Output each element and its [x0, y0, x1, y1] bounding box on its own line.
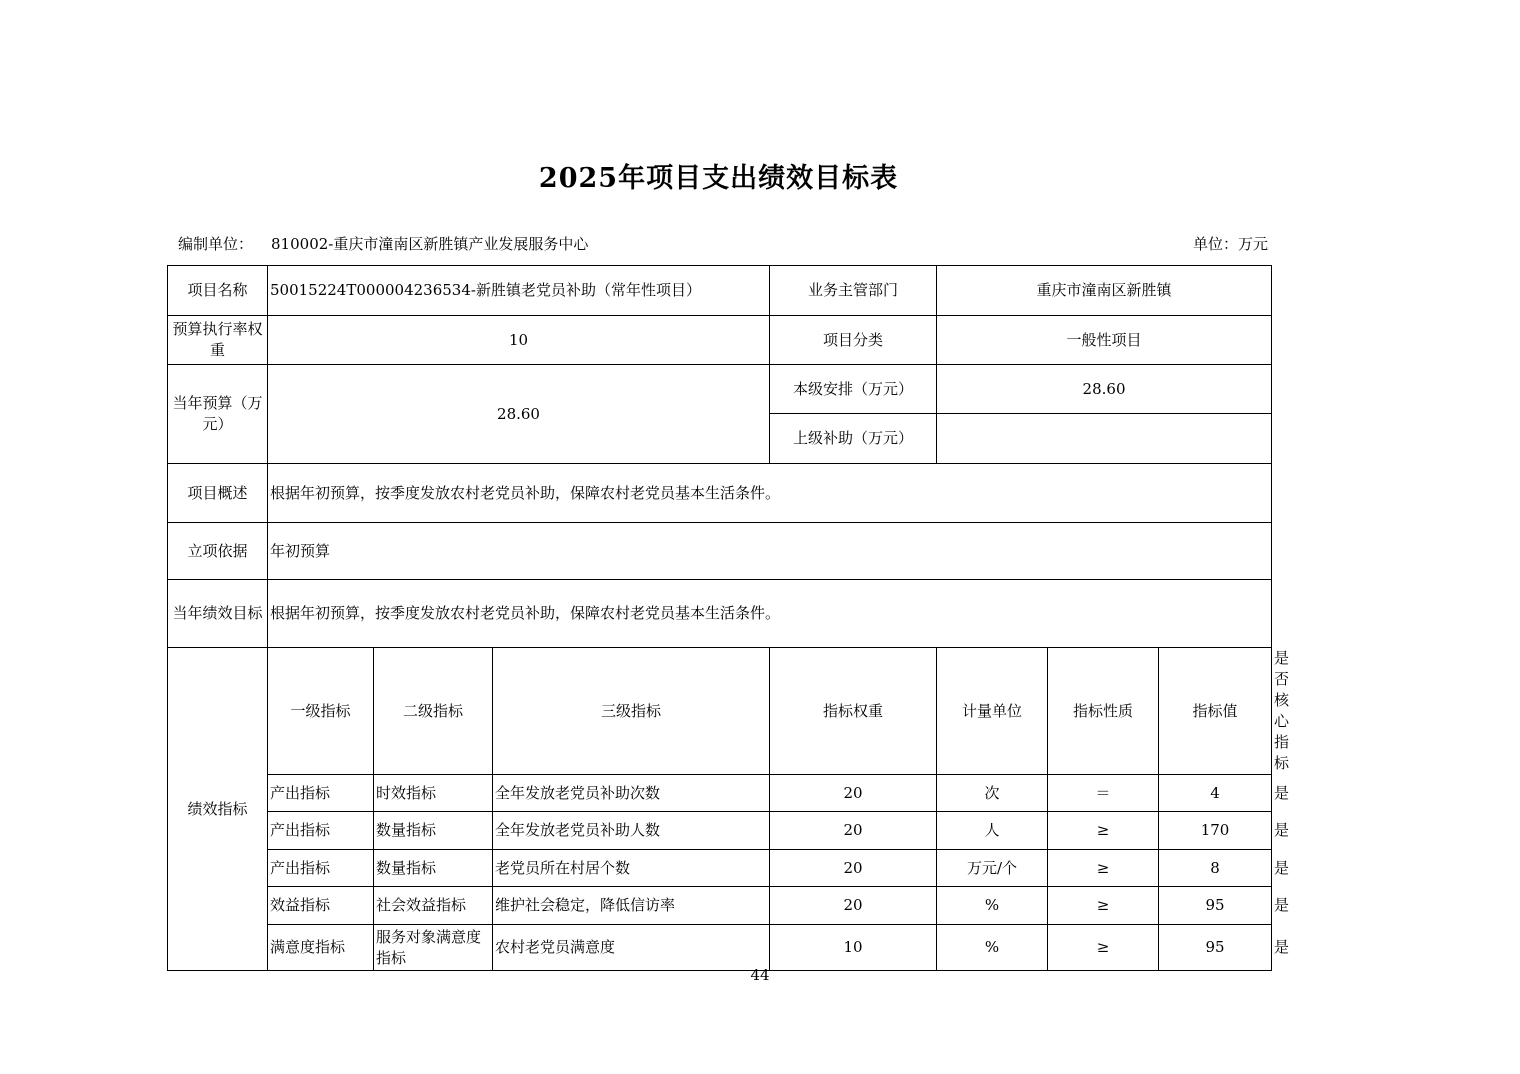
project-overview-value: 根据年初预算，按季度发放农村老党员补助，保障农村老党员基本生活条件。	[268, 464, 1272, 523]
indicator-header: 二级指标	[374, 648, 493, 775]
level3-cell: 老党员所在村居个数	[493, 850, 770, 887]
project-basis-value: 年初预算	[268, 523, 1272, 580]
project-overview-label: 项目概述	[168, 464, 268, 523]
project-name-label: 项目名称	[168, 266, 268, 316]
nature-cell: ≥	[1048, 887, 1159, 925]
nature-cell: ≥	[1048, 925, 1159, 971]
table-row: 产出指标 数量指标 老党员所在村居个数 20 万元/个 ≥ 8 是	[168, 850, 1272, 887]
indicator-header: 一级指标	[268, 648, 374, 775]
weight-cell: 20	[770, 850, 937, 887]
level1-cell: 产出指标	[268, 850, 374, 887]
indicator-header: 计量单位	[937, 648, 1048, 775]
value-cell: 8	[1159, 850, 1272, 887]
table-row: 效益指标 社会效益指标 维护社会稳定，降低信访率 20 % ≥ 95 是	[168, 887, 1272, 925]
indicator-header: 指标权重	[770, 648, 937, 775]
table-row: 满意度指标 服务对象满意度指标 农村老党员满意度 10 % ≥ 95 是	[168, 925, 1272, 971]
level2-cell: 数量指标	[374, 812, 493, 850]
project-category-label: 项目分类	[770, 316, 937, 365]
indicator-header: 三级指标	[493, 648, 770, 775]
project-basis-label: 立项依据	[168, 523, 268, 580]
level3-cell: 农村老党员满意度	[493, 925, 770, 971]
value-cell: 95	[1159, 887, 1272, 925]
table-row: 产出指标 数量指标 全年发放老党员补助人数 20 人 ≥ 170 是	[168, 812, 1272, 850]
level2-cell: 社会效益指标	[374, 887, 493, 925]
execution-weight-label: 预算执行率权重	[168, 316, 268, 365]
unit-cell: 次	[937, 775, 1048, 812]
level3-cell: 维护社会稳定，降低信访率	[493, 887, 770, 925]
indicator-header: 指标性质	[1048, 648, 1159, 775]
indicator-header: 指标值	[1159, 648, 1272, 775]
level1-cell: 满意度指标	[268, 925, 374, 971]
unit-cell: %	[937, 925, 1048, 971]
weight-cell: 20	[770, 812, 937, 850]
value-cell: 4	[1159, 775, 1272, 812]
value-cell: 95	[1159, 925, 1272, 971]
level1-cell: 产出指标	[268, 775, 374, 812]
currency-unit: 单位：万元	[1192, 235, 1268, 253]
annual-goal-value: 根据年初预算，按季度发放农村老党员补助，保障农村老党员基本生活条件。	[268, 580, 1272, 648]
table-row: 产出指标 时效指标 全年发放老党员补助次数 20 次 ＝ 4 是	[168, 775, 1272, 812]
compiling-unit-value: 810002-重庆市潼南区新胜镇产业发展服务中心	[271, 235, 589, 253]
value-cell: 170	[1159, 812, 1272, 850]
level2-cell: 时效指标	[374, 775, 493, 812]
nature-cell: ≥	[1048, 850, 1159, 887]
page-title: 2025年项目支出绩效目标表	[538, 163, 899, 194]
level1-cell: 效益指标	[268, 887, 374, 925]
annual-budget-label: 当年预算（万元）	[168, 365, 268, 464]
annual-goal-label: 当年绩效目标	[168, 580, 268, 648]
weight-cell: 20	[770, 775, 937, 812]
compiling-unit-label: 编制单位：	[178, 235, 254, 253]
project-name-value: 50015224T000004236534-新胜镇老党员补助（常年性项目）	[268, 266, 770, 316]
level2-cell: 数量指标	[374, 850, 493, 887]
local-allocation-label: 本级安排（万元）	[770, 365, 937, 414]
nature-cell: ＝	[1048, 775, 1159, 812]
project-category-value: 一般性项目	[937, 316, 1272, 365]
performance-table: 项目名称 50015224T000004236534-新胜镇老党员补助（常年性项目） 业务主管部门 重庆市潼南区新胜镇 预算执行率权重 10 项目分类 一般性项目 当年预算（万元） 28.60 本级安排（万元） 28.60 上级补助（万元） 项目概述 根据年初预算，按季度发放农村老党员补助，保障农村老党员基本生活条件。 立项依据 年初预算 当年绩效目标 根据年初预算，按季度发放农村老党员补助，保障农村老党员基本生活条件。 绩效指标 一级指标 二级指标 三级指标 指标权重 计量单位 指标性质 指标值 是否核心指标 产出指标 时效指标 全年发放老党员补助次数 20 次 ＝ 4 是 产出指标 数量指标 全年发放老党员补助人数 20 人 ≥ 170 是 产出指标 数量指标 老党员所在村居个数 20 万元/个 ≥ 8 是 效益指标 社会效益指标 维护社会稳定，降低信访率 20 % ≥ 95 是 满意度指标 服务对象满意度指标 农村老党员满意度 10 % ≥ 95 是	[167, 265, 1272, 971]
local-allocation-value: 28.60	[937, 365, 1272, 414]
weight-cell: 10	[770, 925, 937, 971]
level3-cell: 全年发放老党员补助人数	[493, 812, 770, 850]
department-value: 重庆市潼南区新胜镇	[937, 266, 1272, 316]
level1-cell: 产出指标	[268, 812, 374, 850]
level3-cell: 全年发放老党员补助次数	[493, 775, 770, 812]
execution-weight-value: 10	[268, 316, 770, 365]
weight-cell: 20	[770, 887, 937, 925]
page-number: 44	[750, 966, 770, 984]
indicators-section-label: 绩效指标	[168, 648, 268, 971]
annual-budget-value: 28.60	[268, 365, 770, 464]
unit-cell: %	[937, 887, 1048, 925]
unit-cell: 人	[937, 812, 1048, 850]
level2-cell: 服务对象满意度指标	[374, 925, 493, 971]
upper-subsidy-value	[937, 414, 1272, 464]
nature-cell: ≥	[1048, 812, 1159, 850]
department-label: 业务主管部门	[770, 266, 937, 316]
unit-cell: 万元/个	[937, 850, 1048, 887]
compiling-unit	[178, 233, 588, 254]
upper-subsidy-label: 上级补助（万元）	[770, 414, 937, 464]
